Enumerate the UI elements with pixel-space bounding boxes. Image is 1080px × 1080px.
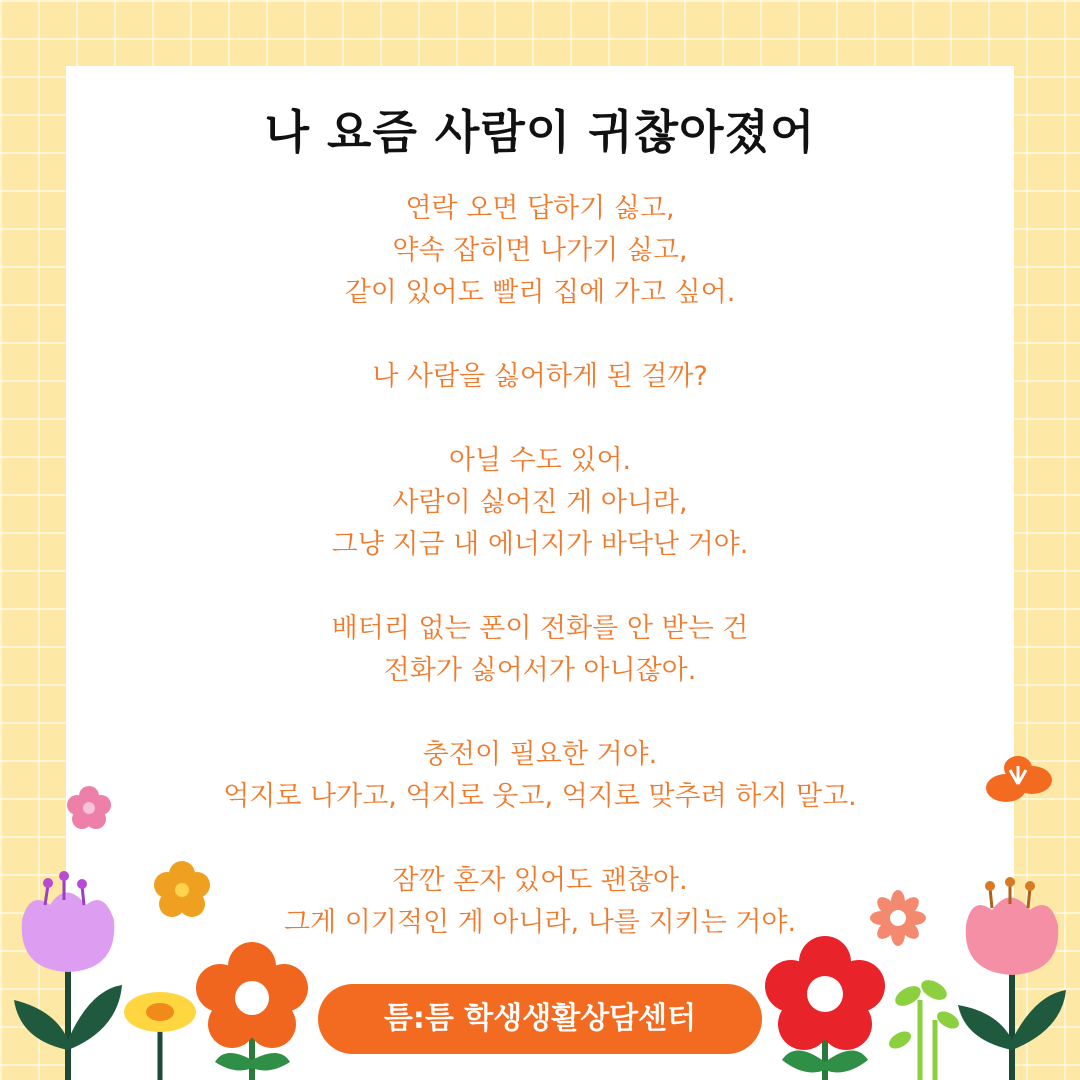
page-title: 나 요즘 사람이 귀찮아졌어	[264, 105, 816, 159]
body-line: 아닐 수도 있어.	[448, 445, 632, 476]
counseling-center-button[interactable]: 틈:틈 학생생활상담센터	[318, 984, 762, 1054]
tulip-purple-icon	[14, 871, 122, 1080]
flower-salmon-small-icon	[870, 890, 926, 946]
body-line: 연락 오면 답하기 싫고,	[405, 193, 675, 224]
body-line: 배터리 없는 폰이 전화를 안 받는 건	[331, 613, 749, 644]
flower-yellow-small-icon	[124, 992, 196, 1080]
body-line: 그게 이기적인 게 아니라, 나를 지키는 거야.	[283, 907, 797, 938]
body-line: 충전이 필요한 거야.	[422, 739, 658, 770]
body-line: 그냥 지금 내 에너지가 바닥난 거야.	[331, 529, 749, 560]
body-line: 억지로 나가고, 억지로 웃고, 억지로 맞추려 하지 말고.	[223, 781, 857, 812]
body-line: 전화가 싫어서가 아니잖아.	[383, 655, 697, 686]
body-line: 나 사람을 싫어하게 된 걸까?	[372, 361, 708, 392]
body-line: 약속 잡히면 나가기 싫고,	[392, 235, 688, 266]
body-line: 같이 있어도 빨리 집에 가고 싶어.	[344, 277, 736, 308]
flower-red-white-center-icon	[765, 936, 885, 1080]
sprout-icon	[886, 976, 962, 1080]
flower-orange-curled-icon	[986, 756, 1052, 802]
body-line: 사람이 싫어진 게 아니라,	[392, 487, 688, 518]
flower-orange-small-icon	[154, 861, 210, 917]
body-line: 잠깐 혼자 있어도 괜찮아.	[392, 865, 688, 896]
flower-pink-small-icon	[67, 786, 111, 829]
flower-orange-white-center-icon	[196, 942, 308, 1080]
tulip-pink-icon	[958, 877, 1066, 1080]
